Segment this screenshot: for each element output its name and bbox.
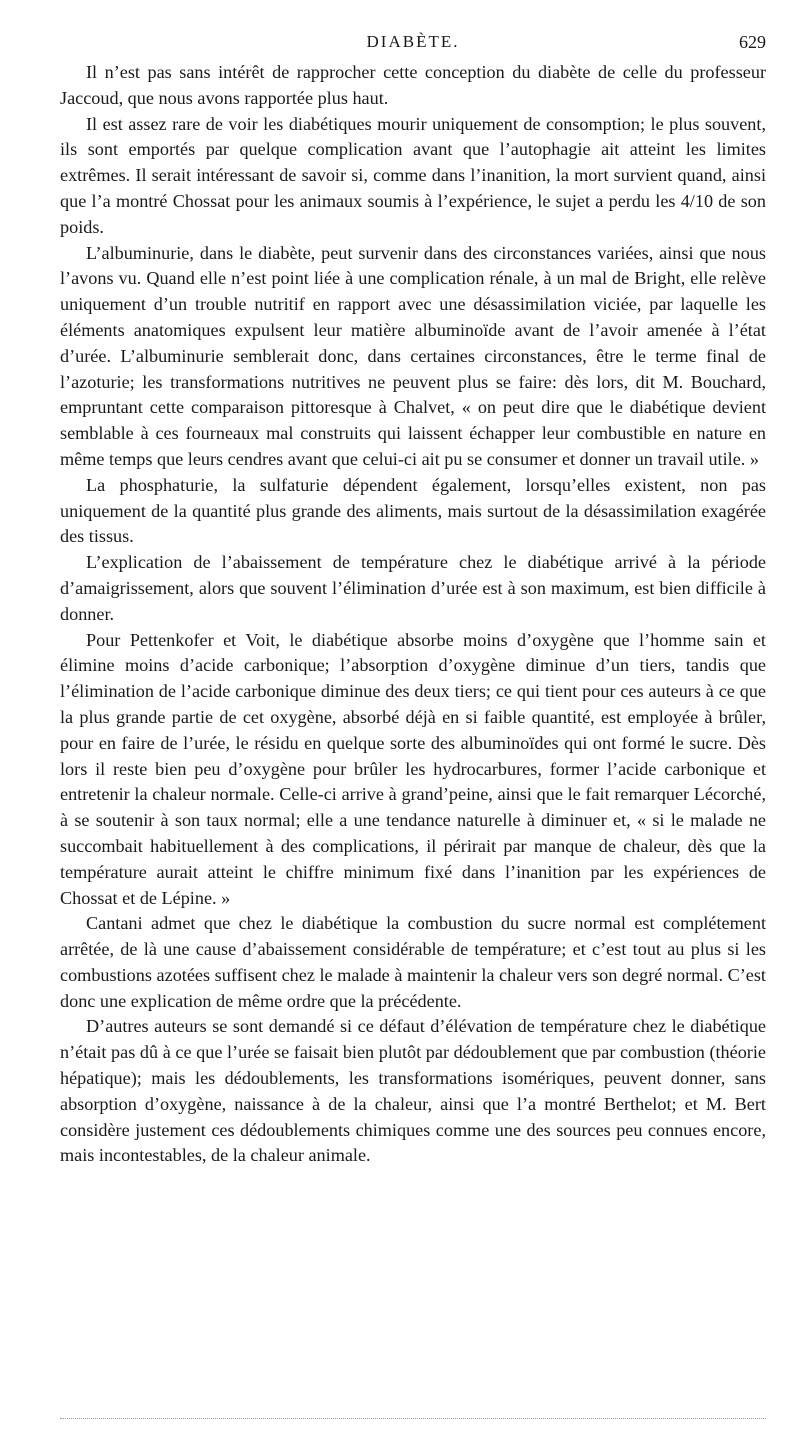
page-number: 629 [739,32,766,52]
paragraph-phosphaturie: La phosphaturie, la sulfaturie dépendent également, lorsqu’elles existent, non pas uniquement de la quantité plus grande des aliments, mais surtout de la désassimilation exagérée des tissus. [60,474,766,547]
paragraph-jaccoud: Il n’est pas sans intérêt de rapprocher cette conception du diabète de celle du professeur Jaccoud, que nous avons rapportée plus haut. [60,62,766,108]
page-header [60,32,766,56]
paragraph-abaissement-temperature: L’explication de l’abaissement de température chez le diabétique arrivé à la période d’amaigrissement, alors que souvent l’élimination d’urée est à son maximum, est bien difficile à donner. [60,552,766,624]
paragraph-consomption: Il est assez rare de voir les diabétiques mourir uniquement de consomption; le plus souvent, ils sont emportés par quelque complication avant que l’autophagie ait atteint les limites extrêmes. Il serait intéressant de savoir si, comme dans l’inanition, la mort survient quand, ainsi que l’a montré Chossat pour les animaux soumis à l’expérience, le sujet a perdu les 4/10 de son poids. [60,113,766,237]
paragraph-pettenkofer-voit: Pour Pettenkofer et Voit, le diabétique absorbe moins d’oxygène que l’homme sain et élimine moins d’acide carbonique; l’absorption d’oxygène diminue d’un tiers, tandis que l’élimination de l’acide carbonique diminue des deux tiers; ce qui tient pour ces auteurs à ce que la plus grande partie de cet oxygène, absorbé déjà en si faible quantité, est employée à brûler, pour en faire de l’urée, le résidu en quelque sorte des albuminoïdes qui ont formé le sucre. Dès lors il reste bien peu d’oxygène pour brûler les hydrocarbures, former l’acide carbonique et entretenir la chaleur normale. Celle-ci arrive à grand’peine, ainsi que le fait remarquer Lécorché, à se soutenir à son taux normal; elle a une tendance naturelle à diminuer et, « si le malade ne succombait habituellement à des complications, il périrait par manque de chaleur, dès que la température aurait atteint le chiffre minimum fixé dans l’inanition par les expériences de Chossat et de Lépine. » [60,629,766,908]
running-title: DIABÈTE. [366,32,460,51]
paragraph-cantani: Cantani admet que chez le diabétique la combustion du sucre normal est complétement arrêtée, de là une cause d’abaissement considérable de température; et c’est tout au plus si les combustions azotées suffisent chez le malade à maintenir la chaleur vers son degré normal. C’est donc une explication de même ordre que la précédente. [60,913,766,1011]
paragraph-albuminurie: L’albuminurie, dans le diabète, peut survenir dans des circonstances variées, ainsi que nous l’avons vu. Quand elle n’est point liée à une complication rénale, à un mal de Bright, elle relève uniquement d’un trouble nutritif en rapport avec une désassimilation viciée, par laquelle les éléments anatomiques expulsent leur matière albuminoïde avant de l’avoir amenée à l’état d’urée. L’albuminurie semblerait donc, dans certaines circonstances, être le terme final de l’azoturie; les transformations nutritives ne peuvent plus se faire: dès lors, dit M. Bouchard, empruntant cette comparaison pittoresque à Chalvet, « on peut dire que le diabétique devient semblable à ces fourneaux mal construits qui laissent échapper leur combustible en nature en même temps que leurs cendres avant que celui-ci ait pu se consumer et donner un travail utile. » [60,242,766,469]
paragraph-dedoublement: D’autres auteurs se sont demandé si ce défaut d’élévation de température chez le diabétique n’était pas dû à ce que l’urée se faisait bien plutôt par dédoublement que par combustion (théorie hépatique); mais les dédoublements, les transformations isomériques, peuvent donner, sans absorption d’oxygène, naissance à de la chaleur, ainsi que l’a montré Berthelot; et M. Bert considère justement ces dédoublements chimiques comme une des sources peu connues encore, mais incontestables, de la chaleur animale. [60,1016,766,1166]
body-text [60,60,766,1169]
footer-rule [60,1418,766,1419]
